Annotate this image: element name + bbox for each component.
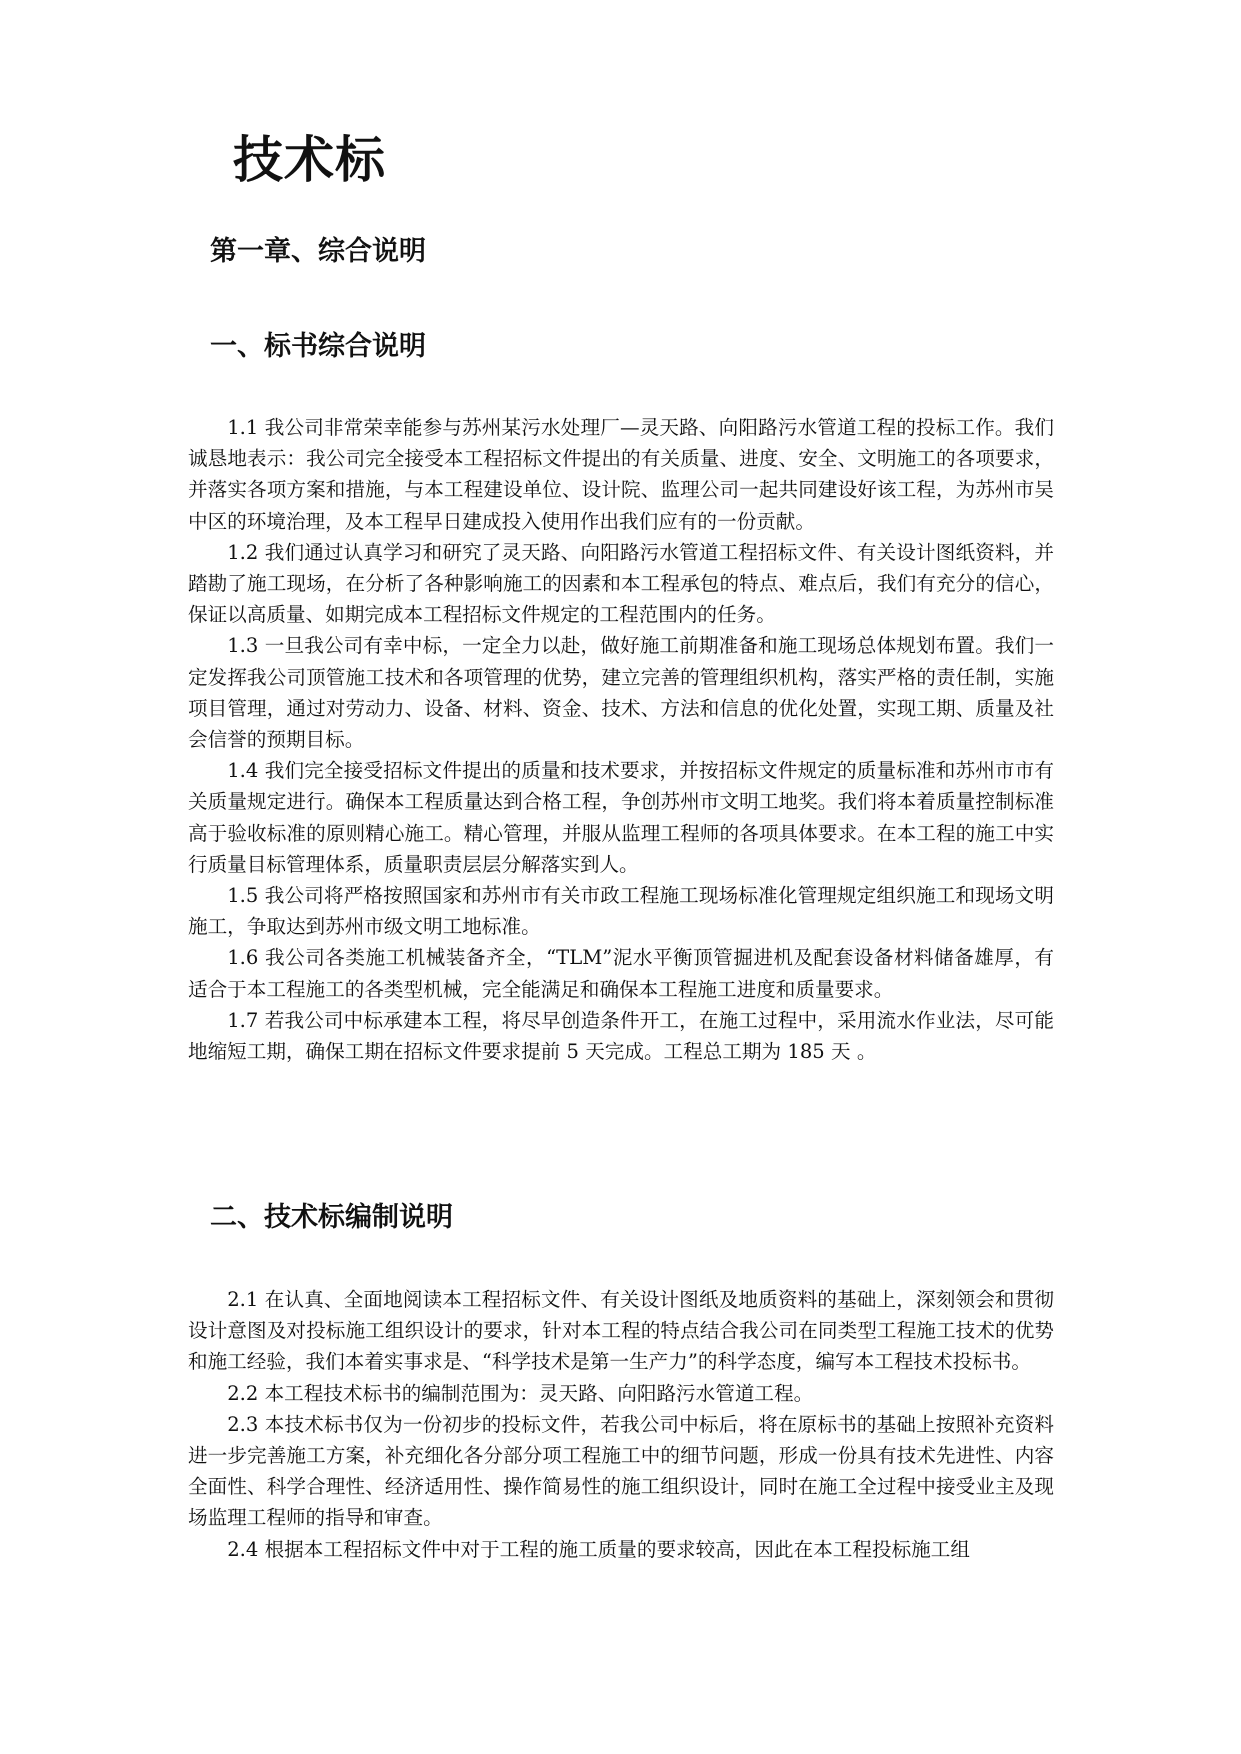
paragraph: 1.1 我公司非常荣幸能参与苏州某污水处理厂—灵天路、向阳路污水管道工程的投标工作。我们诚恳地表示：我公司完全接受本工程招标文件提出的有关质量、进度、安全、文明施工的各项要求，并落实各项方案和措施，与本工程建设单位、设计院、监理公司一起共同建设好该工程，为苏州市吴中区的环境治理，及本工程早日建成投入使用作出我们应有的一份贡献。 <box>188 416 1054 533</box>
paragraph: 2.1 在认真、全面地阅读本工程招标文件、有关设计图纸及地质资料的基础上，深刻领会和贯彻设计意图及对投标施工组织设计的要求，针对本工程的特点结合我公司在同类型工程施工技术的优势和施工经验，我们本着实事求是、“科学技术是第一生产力”的科学态度，编写本工程技术投标书。 <box>188 1288 1054 1374</box>
paragraph: 1.6 我公司各类施工机械装备齐全，“TLM”泥水平衡顶管掘进机及配套设备材料储备雄厚，有适合于本工程施工的各类型机械，完全能满足和确保本工程施工进度和质量要求。 <box>188 946 1054 1001</box>
paragraph: 1.2 我们通过认真学习和研究了灵天路、向阳路污水管道工程招标文件、有关设计图纸资料，并踏勘了施工现场，在分析了各种影响施工的因素和本工程承包的特点、难点后，我们有充分的信心，保证以高质量、如期完成本工程招标文件规定的工程范围内的任务。 <box>188 540 1054 627</box>
section-body-overview <box>188 412 1054 1067</box>
paragraph: 2.4 根据本工程招标文件中对于工程的施工质量的要求较高，因此在本工程投标施工组 <box>227 1537 970 1561</box>
chapter-heading: 第一章、综合说明 <box>210 236 426 267</box>
paragraph: 1.5 我公司将严格按照国家和苏州市有关市政工程施工现场标准化管理规定组织施工和现场文明施工，争取达到苏州市级文明工地标准。 <box>188 884 1054 939</box>
paragraph: 1.4 我们完全接受招标文件提出的质量和技术要求，并按招标文件规定的质量标准和苏州市市有关质量规定进行。确保本工程质量达到合格工程，争创苏州市文明工地奖。我们将本着质量控制标准高于验收标准的原则精心施工。精心管理，并服从监理工程师的各项具体要求。在本工程的施工中实行质量目标管理体系，质量职责层层分解落实到人。 <box>188 759 1054 876</box>
paragraph: 2.2 本工程技术标书的编制范围为：灵天路、向阳路污水管道工程。 <box>227 1381 814 1405</box>
section-heading-compilation: 二、技术标编制说明 <box>210 1202 453 1233</box>
document-title: 技术标 <box>233 131 386 189</box>
paragraph: 1.7 若我公司中标承建本工程，将尽早创造条件开工，在施工过程中，采用流水作业法，尽可能地缩短工期，确保工期在招标文件要求提前 5 天完成。工程总工期为 185 天 。 <box>188 1008 1054 1064</box>
section-heading-overview: 一、标书综合说明 <box>210 331 426 362</box>
section-body-compilation <box>188 1284 1054 1565</box>
paragraph: 1.3 一旦我公司有幸中标，一定全力以赴，做好施工前期准备和施工现场总体规划布置。我们一定发挥我公司顶管施工技术和各项管理的优势，建立完善的管理组织机构，落实严格的责任制，实施项目管理，通过对劳动力、设备、材料、资金、技术、方法和信息的优化处置，实现工期、质量及社会信誉的预期目标。 <box>188 634 1054 752</box>
paragraph: 2.3 本技术标书仅为一份初步的投标文件，若我公司中标后，将在原标书的基础上按照补充资料进一步完善施工方案，补充细化各分部分项工程施工中的细节问题，形成一份具有技术先进性、内容全面性、科学合理性、经济适用性、操作简易性的施工组织设计，同时在施工全过程中接受业主及现场监理工程师的指导和审查。 <box>188 1412 1054 1530</box>
